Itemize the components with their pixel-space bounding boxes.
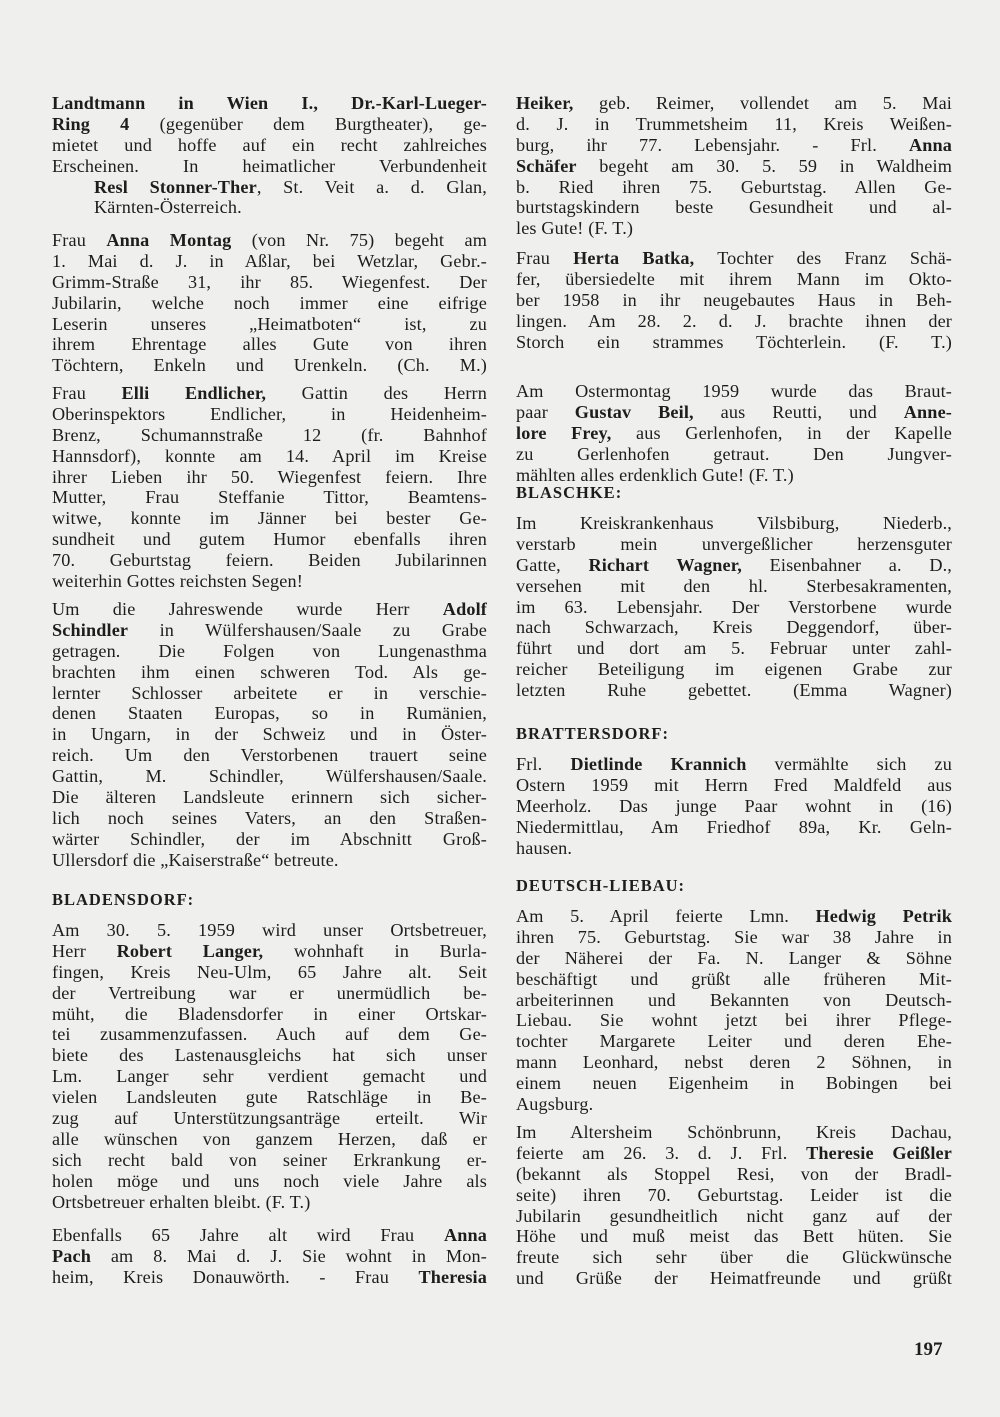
text-line	[52, 487, 487, 508]
text-segment: freute sich sehr über die Glückwünsche	[516, 1247, 952, 1268]
text-line	[516, 1094, 952, 1115]
text-line	[52, 156, 487, 177]
bold-name: Heiker,	[516, 93, 574, 113]
text-segment: Die älteren Landsleute erinnern sich sicher-	[52, 787, 487, 808]
bold-name: Adolf	[442, 599, 487, 619]
text-segment: Niedermittlau, Am Friedhof 89a, Kr. Geln-	[516, 816, 952, 837]
text-line	[52, 920, 487, 941]
bold-name: lore Frey,	[516, 422, 612, 443]
text-line	[52, 1066, 487, 1087]
text-line	[516, 638, 952, 659]
text-line	[516, 1052, 952, 1073]
text-line	[516, 197, 952, 218]
text-segment: lich noch seines Vaters, an den Straßen-	[52, 807, 487, 828]
text-segment: müht, die Bladensdorfer in einer Ortskar-	[52, 1003, 487, 1024]
text-line	[52, 529, 487, 550]
text-line	[52, 941, 487, 962]
text-line	[52, 599, 487, 620]
bold-name: Ring 4	[52, 113, 130, 134]
text-line	[52, 508, 487, 529]
text-line	[52, 683, 487, 704]
text-segment: ihrem Ehrentage alles Gute von ihren	[52, 334, 487, 355]
text-line	[516, 114, 952, 135]
text-segment: hausen.	[516, 837, 573, 858]
paragraph-anna-montag	[52, 230, 487, 376]
bold-name: Robert Langer,	[116, 940, 264, 961]
text-line	[52, 1171, 487, 1192]
text-line	[516, 796, 952, 817]
section-heading-deutsch-liebau	[516, 876, 952, 896]
text-segment: im 63. Lebensjahr. Der Verstorbene wurde	[516, 596, 952, 617]
section-heading: BRATTERSDORF:	[516, 724, 669, 743]
paragraph-gustav-beil	[516, 381, 952, 485]
text-segment: Meerholz. Das junge Paar wohnt in (16)	[516, 795, 952, 816]
text-segment: Herr	[52, 940, 117, 961]
text-line	[52, 355, 487, 376]
text-segment: zu Gerlenhofen getraut. Den Jungver-	[516, 443, 952, 464]
text-segment: reicher Beteiligung im eigenen Grabe zur	[516, 659, 952, 680]
text-line	[52, 571, 487, 592]
text-line	[52, 1129, 487, 1150]
text-segment: Grimm-Straße 31, ihr 85. Wiegenfest. Der	[52, 271, 487, 292]
text-line	[52, 641, 487, 662]
text-line	[52, 114, 487, 135]
bold-name: Schindler	[52, 619, 129, 640]
text-segment: begeht am 30. 5. 59 in Waldheim	[576, 155, 952, 176]
text-segment: beschäftigt und grüßt alle früheren Mit-	[516, 968, 952, 989]
text-segment: b. Ried ihren 75. Geburtstag. Allen Ge-	[516, 176, 952, 197]
text-line	[52, 1045, 487, 1066]
bold-name: Dietlinde Krannich	[570, 754, 747, 774]
text-line	[52, 766, 487, 787]
text-segment: Erscheinen. In heimatlicher Verbundenheit	[52, 155, 487, 176]
text-segment: Hannsdorf), konnte am 14. April im Kreise	[52, 445, 487, 466]
bold-name: Hedwig Petrik	[815, 906, 952, 926]
text-segment: sundheit und gutem Humor ebenfalls ihren	[52, 529, 487, 550]
text-segment: mählten alles erdenklich Gute! (F. T.)	[516, 464, 794, 485]
text-line	[516, 332, 952, 353]
text-segment: tei zusammenzufassen. Auch auf dem Ge-	[52, 1024, 487, 1045]
text-segment: Frau	[52, 383, 122, 403]
text-segment: Ullersdorf die „Kaiserstraße“ betreute.	[52, 849, 339, 870]
text-line	[52, 467, 487, 488]
text-line	[516, 948, 952, 969]
text-segment: (bekannt als Stoppel Resi, von der Bradl-	[516, 1163, 952, 1184]
text-segment: mietet und hoffe auf ein recht zahlreiches	[52, 134, 487, 155]
text-segment: Frl.	[516, 754, 571, 774]
text-segment: und Grüße der Heimatfreunde und grüßt	[516, 1268, 952, 1289]
text-line	[516, 156, 952, 177]
text-line	[516, 135, 952, 156]
text-segment: ihren 75. Geburtstag. Sie war 38 Jahre in	[516, 926, 952, 947]
text-segment: heim, Kreis Donauwörth. - Frau	[52, 1266, 419, 1287]
text-line	[516, 1143, 952, 1164]
text-line	[52, 1225, 487, 1246]
text-segment: alle wünschen von ganzem Herzen, daß er	[52, 1128, 487, 1149]
text-line	[52, 550, 487, 571]
paragraph-anna-pach	[52, 1225, 487, 1288]
text-line	[516, 423, 952, 444]
text-segment: (gegenüber dem Burgtheater), ge-	[129, 113, 487, 134]
paragraph-hedwig-petrik	[516, 906, 952, 1115]
text-line	[516, 269, 952, 290]
text-line	[516, 290, 952, 311]
text-line	[516, 775, 952, 796]
text-line	[52, 177, 487, 198]
paragraph-landtmann	[52, 93, 487, 218]
text-segment: denen Staaten Europas, so in Rumänien,	[52, 703, 487, 724]
text-segment: ihrer Lieben ihr 50. Wiegenfest feiern. Ihre	[52, 466, 487, 487]
text-line	[516, 177, 952, 198]
text-segment: Kärnten-Österreich.	[94, 197, 242, 218]
text-segment: Gattin, M. Schindler, Wülfershausen/Saale.	[52, 766, 487, 787]
text-segment: vielen Landsleuten gute Ratschläge in Be-	[52, 1087, 487, 1108]
paragraph-theresie-geissler	[516, 1122, 952, 1289]
text-line	[52, 197, 487, 218]
text-line	[52, 314, 487, 335]
text-line	[516, 969, 952, 990]
section-heading-bladensdorf	[52, 890, 487, 910]
text-line	[516, 1185, 952, 1206]
text-segment: einem neuen Eigenheim in Bobingen bei	[516, 1073, 952, 1094]
text-line	[516, 1031, 952, 1052]
text-line	[516, 927, 952, 948]
bold-name: Anna	[908, 134, 952, 155]
text-line	[52, 829, 487, 850]
text-segment: verstarb mein unvergeßlicher herzensguter	[516, 533, 952, 554]
text-segment: Töchtern, Enkeln und Urenkeln. (Ch. M.)	[52, 355, 487, 376]
page-number: 197	[914, 1339, 943, 1360]
bold-name: Pach	[52, 1245, 91, 1266]
text-segment: führt und dort am 5. Februar unter zahl-	[516, 638, 952, 659]
text-line	[52, 293, 487, 314]
text-line	[52, 745, 487, 766]
text-line	[516, 597, 952, 618]
text-line	[516, 576, 952, 597]
text-line	[52, 1192, 487, 1213]
text-segment: brachten ihm einen schweren Tod. Als ge-	[52, 661, 487, 682]
text-segment: wärter Schindler, der im Abschnitt Groß-	[52, 828, 487, 849]
section-heading-blaschke	[516, 483, 952, 503]
paragraph-adolf-schindler	[52, 599, 487, 871]
text-line	[516, 1010, 952, 1031]
text-line	[52, 724, 487, 745]
text-line	[52, 620, 487, 641]
text-line	[52, 1004, 487, 1025]
text-segment: weiterhin Gottes reichsten Segen!	[52, 571, 303, 592]
paragraph-herta-batka	[516, 248, 952, 352]
text-segment: in Ungarn, in der Schweiz und in Öster-	[52, 724, 487, 745]
bold-name: Theresie Geißler	[806, 1142, 952, 1163]
text-segment: Storch ein strammes Töchterlein. (F. T.)	[516, 331, 952, 352]
text-segment: 1. Mai d. J. in Aßlar, bei Wetzlar, Gebr.-	[52, 250, 487, 271]
text-segment: Augsburg.	[516, 1094, 594, 1115]
text-segment: Leserin unseres „Heimatboten“ ist, zu	[52, 313, 487, 334]
text-segment: geb. Reimer, vollendet am 5. Mai	[573, 93, 952, 113]
text-line	[516, 680, 952, 701]
text-segment: tochter Margarete Leiter und deren Ehe-	[516, 1031, 952, 1052]
text-line	[52, 1150, 487, 1171]
bold-name: Anna Montag	[106, 230, 232, 250]
text-segment: Jubilarin, welche noch immer eine eifrige	[52, 292, 487, 313]
text-segment: Jubilarin gesundheitlich nicht ganz auf der	[516, 1205, 952, 1226]
text-segment: witwe, konnte im Jänner bei bester Ge-	[52, 508, 487, 529]
text-segment: lernter Schlosser arbeitete er in verschie-	[52, 682, 487, 703]
text-line	[516, 659, 952, 680]
text-line	[516, 1206, 952, 1227]
text-segment: Frau	[52, 230, 107, 250]
text-line	[52, 334, 487, 355]
text-segment: Am 5. April feierte Lmn.	[516, 906, 816, 926]
text-line	[52, 135, 487, 156]
text-segment: letzten Ruhe gebettet. (Emma Wagner)	[516, 680, 952, 701]
paragraph-dietlinde-krannich	[516, 754, 952, 858]
text-line	[516, 838, 952, 859]
bold-name: Anna	[443, 1225, 487, 1245]
bold-name: Elli Endlicher,	[121, 383, 267, 403]
text-line	[516, 555, 952, 576]
text-line	[516, 906, 952, 927]
text-segment: Brenz, Schumannstraße 12 (fr. Bahnhof	[52, 424, 487, 445]
text-segment: les Gute! (F. T.)	[516, 218, 634, 239]
text-segment: Oberinspektors Endlicher, in Heidenheim-	[52, 403, 487, 424]
text-line	[516, 402, 952, 423]
text-segment: vermählte sich zu	[746, 754, 952, 774]
text-line	[52, 383, 487, 404]
text-line	[52, 1087, 487, 1108]
text-segment: lingen. Am 28. 2. d. J. brachte ihnen der	[516, 310, 952, 331]
text-segment: Am 30. 5. 1959 wird unser Ortsbetreuer,	[52, 920, 487, 940]
text-line	[52, 272, 487, 293]
text-line	[516, 534, 952, 555]
text-line	[516, 817, 952, 838]
paragraph-heiker	[516, 93, 952, 239]
bold-name: Gustav Beil,	[574, 401, 694, 422]
text-line	[52, 808, 487, 829]
text-segment: biete des Lastenausgleichs hat sich unser	[52, 1045, 487, 1066]
text-line	[516, 93, 952, 114]
text-line	[52, 1024, 487, 1045]
text-line	[52, 404, 487, 425]
text-segment: burg, ihr 77. Lebensjahr. - Frl.	[516, 134, 909, 155]
section-heading-brattersdorf	[516, 724, 952, 744]
text-segment: nach Schwarzach, Kreis Deggendorf, über-	[516, 617, 952, 638]
text-segment: ber 1958 in ihr neugebautes Haus in Beh-	[516, 289, 952, 310]
text-line	[516, 1226, 952, 1247]
bold-name: Herta Batka,	[573, 248, 695, 268]
text-line	[52, 850, 487, 871]
text-segment: Am Ostermontag 1959 wurde das Braut-	[516, 381, 952, 401]
text-segment: fer, übersiedelte mit ihrem Mann im Okto-	[516, 268, 952, 289]
text-line	[52, 787, 487, 808]
text-segment: Gatte,	[516, 554, 589, 575]
paragraph-elli-endlicher	[52, 383, 487, 592]
text-segment: aus Reutti, und	[693, 401, 904, 422]
text-segment: Mutter, Frau Steffanie Tittor, Beamtens-	[52, 487, 487, 508]
text-line	[516, 248, 952, 269]
text-segment: mann Leonhard, nebst deren 2 Söhnen, in	[516, 1052, 952, 1073]
text-segment: fingen, Kreis Neu-Ulm, 65 Jahre alt. Seit	[52, 961, 487, 982]
text-line	[52, 703, 487, 724]
bold-name: Anne-	[903, 401, 952, 422]
text-segment: Im Altersheim Schönbrunn, Kreis Dachau,	[516, 1122, 952, 1142]
bold-name: Schäfer	[516, 155, 577, 176]
text-segment: Höhe und muß meist das Bett hüten. Sie	[516, 1226, 952, 1247]
text-line	[52, 230, 487, 251]
text-line	[516, 1164, 952, 1185]
section-heading: BLASCHKE:	[516, 483, 623, 502]
text-segment: wohnhaft in Burla-	[263, 940, 487, 961]
text-segment: paar	[516, 401, 575, 422]
text-line	[516, 1247, 952, 1268]
text-segment: , St. Veit a. d. Glan,	[256, 176, 487, 197]
text-segment: Tochter des Franz Schä-	[694, 248, 952, 268]
text-segment: Ebenfalls 65 Jahre alt wird Frau	[52, 1225, 444, 1245]
text-segment: zug auf Unterstützungsanträge erteilt. Wir	[52, 1108, 487, 1129]
text-segment: Gattin des Herrn	[266, 383, 488, 403]
text-line	[516, 617, 952, 638]
text-segment: d. J. in Trummetsheim 11, Kreis Weißen-	[516, 113, 952, 134]
text-segment: Lm. Langer sehr verdient gemacht und	[52, 1066, 487, 1087]
text-segment: in Wülfershausen/Saale zu Grabe	[128, 619, 487, 640]
section-heading: BLADENSDORF:	[52, 890, 195, 909]
text-segment: burtstagskindern beste Gesundheit und al-	[516, 197, 952, 218]
text-segment: arbeiterinnen und Bekannten von Deutsch-	[516, 989, 952, 1010]
text-line	[52, 1246, 487, 1267]
text-line	[52, 446, 487, 467]
text-segment: sich recht bald von seiner Erkrankung er-	[52, 1149, 487, 1170]
text-line	[516, 311, 952, 332]
text-segment: Ortsbetreuer erhalten bleibt. (F. T.)	[52, 1191, 311, 1212]
text-line	[52, 251, 487, 272]
text-segment: (von Nr. 75) begeht am	[231, 230, 488, 250]
text-segment: getragen. Die Folgen von Lungenasthma	[52, 640, 487, 661]
text-line	[516, 381, 952, 402]
text-segment: versehen mit den hl. Sterbesakramenten,	[516, 575, 952, 596]
text-line	[52, 1108, 487, 1129]
text-line	[516, 1268, 952, 1289]
text-line	[516, 990, 952, 1011]
text-line	[516, 218, 952, 239]
section-heading: DEUTSCH-LIEBAU:	[516, 876, 686, 895]
text-segment: Ostern 1959 mit Herrn Fred Maldfeld aus	[516, 774, 952, 795]
text-segment: reich. Um den Verstorbenen trauert seine	[52, 745, 487, 766]
text-line	[52, 962, 487, 983]
text-segment: aus Gerlenhofen, in der Kapelle	[611, 422, 952, 443]
bold-name: Resl Stonner-Ther	[94, 176, 257, 197]
bold-name: Theresia	[418, 1266, 487, 1287]
text-line	[52, 425, 487, 446]
text-segment: Eisenbahner a. D.,	[741, 554, 953, 575]
text-line	[52, 93, 487, 114]
bold-name: Richart Wagner,	[588, 554, 742, 575]
text-segment: der Vertreibung war er unermüdlich be-	[52, 982, 487, 1003]
text-line	[52, 983, 487, 1004]
text-line	[516, 513, 952, 534]
text-segment: der Näherei der Fa. N. Langer & Söhne	[516, 947, 952, 968]
paragraph-richart-wagner	[516, 513, 952, 701]
text-segment: Frau	[516, 248, 574, 268]
text-segment: Im Kreiskrankenhaus Vilsbiburg, Niederb.,	[516, 513, 952, 533]
text-line	[52, 1267, 487, 1288]
paragraph-robert-langer	[52, 920, 487, 1212]
text-segment: holen möge und uns noch viele Jahre als	[52, 1170, 487, 1191]
text-line	[516, 1073, 952, 1094]
text-segment: 70. Geburtstag feiern. Beiden Jubilarinnen	[52, 550, 487, 571]
text-segment: Liebau. Sie wohnt jetzt bei ihrer Pflege-	[516, 1010, 952, 1031]
text-segment: am 8. Mai d. J. Sie wohnt in Mon-	[91, 1245, 487, 1266]
text-line	[52, 662, 487, 683]
text-line	[516, 444, 952, 465]
text-segment: seite) ihren 70. Geburtstag. Leider ist die	[516, 1184, 952, 1205]
bold-name: Landtmann in Wien I., Dr.-Karl-Lueger-	[52, 93, 487, 113]
text-segment: feierte am 26. 3. d. J. Frl.	[516, 1142, 807, 1163]
text-line	[516, 1122, 952, 1143]
text-line	[516, 754, 952, 775]
text-segment: Um die Jahreswende wurde Herr	[52, 599, 443, 619]
